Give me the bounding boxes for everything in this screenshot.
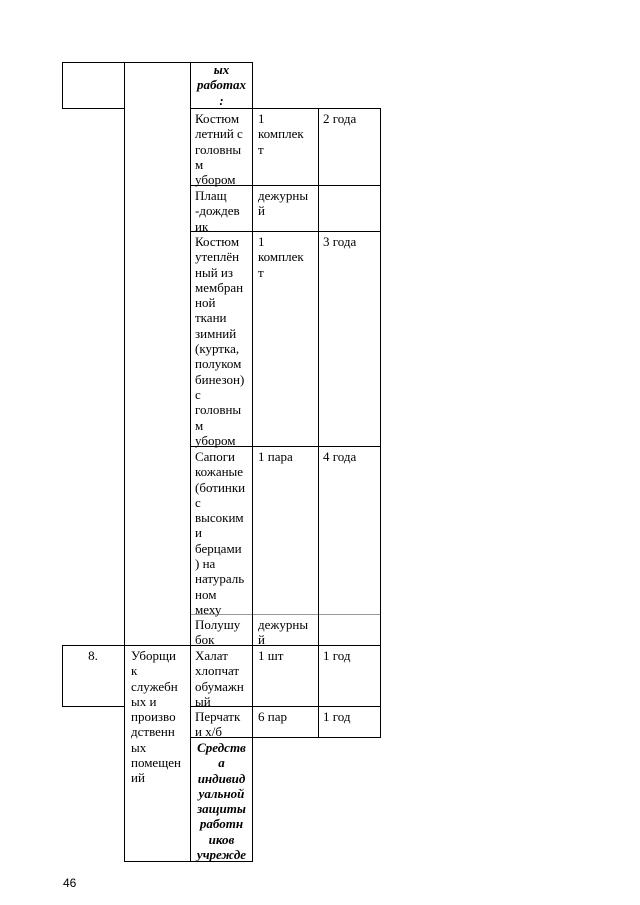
section-heading: Средств а индивид уальной защиты работн иков учрежде xyxy=(196,740,247,863)
item-cell: Халат хлопчат обумажн ый xyxy=(195,648,244,709)
item-cell: Плащ -дождев ик xyxy=(195,188,240,234)
grid-line xyxy=(190,62,191,862)
profession-cell: Уборщи к служебн ых и произво дственн ых помещен ий xyxy=(131,648,181,786)
term-cell: 1 год xyxy=(323,709,351,724)
grid-line xyxy=(62,706,124,707)
grid-line xyxy=(190,108,381,109)
item-cell: Полушу бок xyxy=(195,617,241,648)
grid-line xyxy=(318,108,319,738)
item-cell: Костюм утеплён ный из мембран ной ткани зимний (куртка, полуком бинезон) с головны м убором xyxy=(195,234,245,448)
quantity-cell: 1 шт xyxy=(258,648,284,663)
term-cell: 1 год xyxy=(323,648,351,663)
quantity-cell: 1 комплек т xyxy=(258,111,304,157)
term-cell: 4 года xyxy=(323,449,357,464)
quantity-cell: дежурны й xyxy=(258,188,309,219)
quantity-cell: 1 пара xyxy=(258,449,293,464)
item-cell: Сапоги кожаные (ботинки с высоким и берцами ) на натураль ном меху xyxy=(195,449,246,617)
row-number: 8. xyxy=(88,648,98,663)
term-cell: 2 года xyxy=(323,111,357,126)
quantity-cell: 1 комплек т xyxy=(258,234,304,280)
grid-line xyxy=(380,108,381,738)
grid-line xyxy=(252,62,253,862)
quantity-cell: дежурны й xyxy=(258,617,309,648)
table-heading-continuation: ых работах : xyxy=(197,62,246,108)
item-cell: Костюм летний с головны м убором xyxy=(195,111,243,188)
grid-line xyxy=(62,62,63,109)
term-cell: 3 года xyxy=(323,234,357,249)
grid-line xyxy=(62,108,124,109)
item-cell: Перчатк и х/б xyxy=(195,709,241,740)
page-number: 46 xyxy=(63,876,77,890)
quantity-cell: 6 пар xyxy=(258,709,287,724)
grid-line xyxy=(124,62,125,862)
